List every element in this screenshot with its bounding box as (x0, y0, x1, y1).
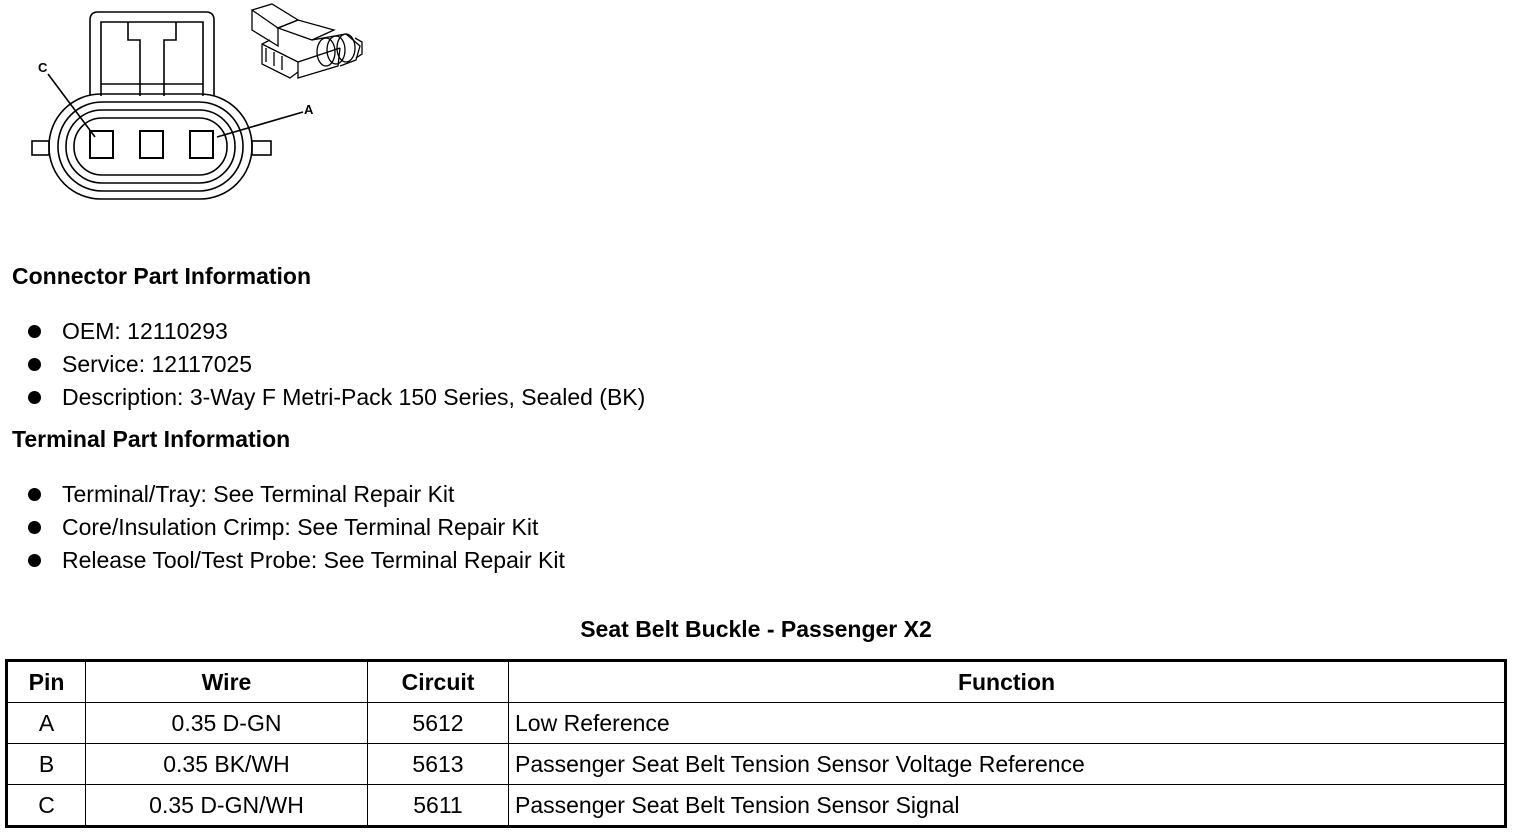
table-row (7, 785, 1506, 827)
table-row (7, 703, 1506, 744)
pin-c-label: C (38, 60, 48, 75)
table-header-row (7, 661, 1506, 703)
bullet-icon (28, 358, 41, 371)
wire-cell: 0.35 D-GN/WH (86, 785, 368, 827)
list-item (28, 381, 645, 414)
list-item (28, 544, 565, 577)
column-header-circuit: Circuit (368, 661, 509, 703)
terminal-part-info-list (28, 478, 565, 577)
terminal-tray-info: Terminal/Tray: See Terminal Repair Kit (62, 481, 455, 507)
connector-part-info-heading: Connector Part Information (12, 263, 312, 289)
pin-a-label: A (304, 102, 314, 117)
pin-table-title: Seat Belt Buckle - Passenger X2 (580, 616, 932, 642)
connector-face-diagram (0, 0, 400, 220)
wire-cell: 0.35 BK/WH (86, 744, 368, 785)
bullet-icon (28, 325, 41, 338)
function-cell: Passenger Seat Belt Tension Sensor Signal (509, 785, 1506, 827)
pin-table (5, 659, 1507, 828)
pin-cell: A (7, 703, 86, 744)
circuit-cell: 5611 (368, 785, 509, 827)
function-cell: Passenger Seat Belt Tension Sensor Voltage Reference (509, 744, 1506, 785)
list-item (28, 511, 565, 544)
list-item (28, 348, 645, 381)
bullet-icon (28, 554, 41, 567)
bullet-icon (28, 521, 41, 534)
pin-cell: B (7, 744, 86, 785)
list-item (28, 478, 565, 511)
column-header-function: Function (509, 661, 1506, 703)
bullet-icon (28, 391, 41, 404)
circuit-cell: 5613 (368, 744, 509, 785)
oem-part-number: OEM: 12110293 (62, 318, 228, 344)
connector-isometric-sketch (252, 4, 362, 78)
connector-part-info-list (28, 315, 645, 414)
terminal-part-info-heading: Terminal Part Information (12, 426, 291, 452)
circuit-cell: 5612 (368, 703, 509, 744)
list-item (28, 315, 645, 348)
function-cell: Low Reference (509, 703, 1506, 744)
pin-cell: C (7, 785, 86, 827)
crimp-info: Core/Insulation Crimp: See Terminal Repair Kit (62, 514, 539, 540)
column-header-pin: Pin (7, 661, 86, 703)
bullet-icon (28, 488, 41, 501)
column-header-wire: Wire (86, 661, 368, 703)
release-tool-info: Release Tool/Test Probe: See Terminal Repair Kit (62, 547, 565, 573)
wire-cell: 0.35 D-GN (86, 703, 368, 744)
connector-description: Description: 3-Way F Metri-Pack 150 Series, Sealed (BK) (62, 384, 646, 410)
service-part-number: Service: 12117025 (62, 351, 253, 377)
table-row (7, 744, 1506, 785)
